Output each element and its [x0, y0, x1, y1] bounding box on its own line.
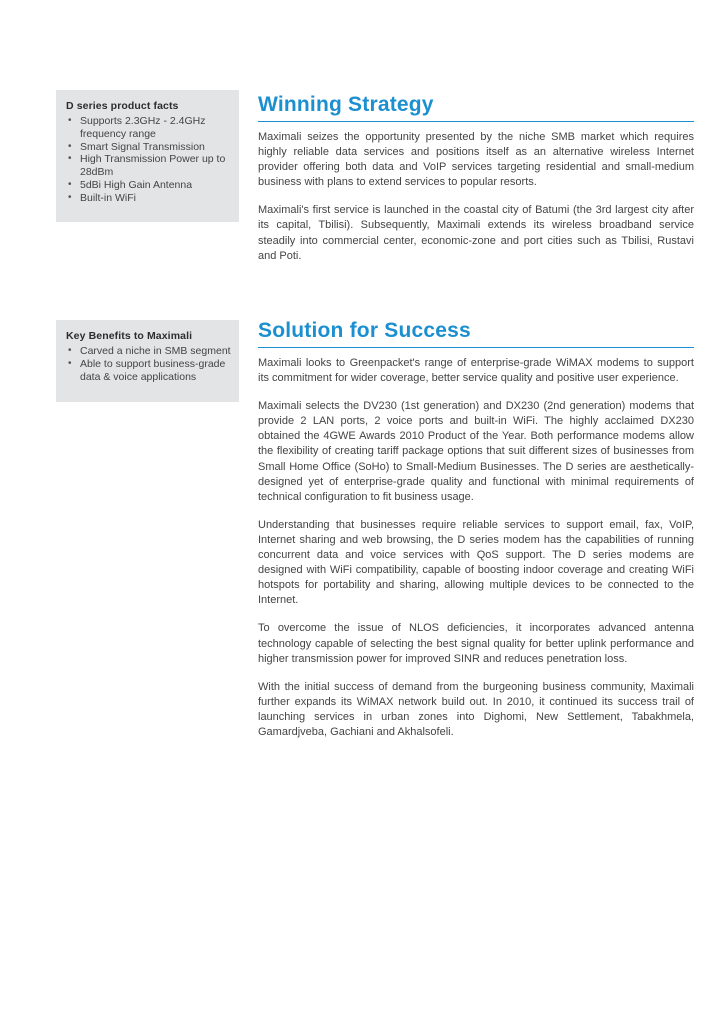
heading-rule — [258, 121, 694, 122]
list-item: • High Transmission Power up to 28dBm — [66, 153, 231, 179]
section-heading: Solution for Success — [258, 319, 471, 342]
product-facts-box — [56, 90, 239, 222]
paragraph: Maximali's first service is launched in the coastal city of Batumi (the 3rd largest city after its capital, Tbilisi). Subsequently, Maximali extends its wireless broadband service steadily into commercial center, economic-zone and port cities such as Tbilisi, Rustavi and Poti. — [258, 204, 694, 262]
paragraph: Understanding that businesses require reliable services to support email, fax, VoIP, Internet sharing and web browsing, the D series modem has the capabilities of running concurrent data and voice services with QoS support. The D series modems are designed with WiFi compatibility, capable of boosting indoor coverage and creating WiFi hotspots for portability and sharing, allowing multiple devices to be connected to the Internet. — [258, 518, 694, 607]
list-item: • Supports 2.3GHz - 2.4GHz frequency range — [66, 115, 231, 141]
list-item: • Built-in WiFi — [66, 192, 231, 205]
product-facts-list — [66, 115, 231, 205]
list-item: • Able to support business-grade data & voice applications — [66, 358, 231, 384]
paragraph: To overcome the issue of NLOS deficiencies, it incorporates advanced antenna technology capable of selecting the best signal quality for better uplink performance and higher transmission power for improved SINR and reduces penetration loss. — [258, 622, 694, 665]
list-item: • Smart Signal Transmission — [66, 141, 231, 154]
key-benefits-list — [66, 345, 231, 383]
winning-strategy-section — [258, 92, 694, 277]
paragraph: Maximali selects the DV230 (1st generation) and DX230 (2nd generation) modems that provide 2 LAN ports, 2 voice ports and built-in WiFi. The highly acclaimed DX230 obtained the 4GWE Awards 2010 Product of the Year. Both performance modems allow the flexibility of creating tariff package options that suit different sizes of businesses from Small Home Office (SoHo) to Small-Medium Businesses. The D series are aesthetically-designed yet of enterprise-grade quality and functional with minimal requirements of technical configuration to fit business usage. — [258, 400, 694, 503]
key-benefits-box — [56, 320, 239, 402]
list-item: • Carved a niche in SMB segment — [66, 345, 231, 358]
section-heading: Winning Strategy — [258, 93, 434, 116]
solution-for-success-section — [258, 318, 694, 753]
paragraph: With the initial success of demand from the burgeoning business community, Maximali further expands its WiMAX network build out. In 2010, it continued its success trail of launching services in urban zones into Dighomi, New Settlement, Tabakhmela, Gamardjveba, Gachiani and Akhalsofeli. — [258, 680, 694, 738]
heading-rule — [258, 347, 694, 348]
product-facts-title: D series product facts — [66, 100, 179, 112]
key-benefits-title: Key Benefits to Maximali — [66, 330, 193, 342]
paragraph: Maximali seizes the opportunity presented by the niche SMB market which requires highly reliable data services and positions itself as an alternative wireless Internet provider offering both data and VoIP services targeting residential and small-medium business with plans to extend services to popular resorts. — [258, 131, 694, 189]
paragraph: Maximali looks to Greenpacket's range of enterprise-grade WiMAX modems to support its commitment for wider coverage, better service quality and positive user experience. — [258, 357, 694, 385]
list-item: • 5dBi High Gain Antenna — [66, 179, 231, 192]
